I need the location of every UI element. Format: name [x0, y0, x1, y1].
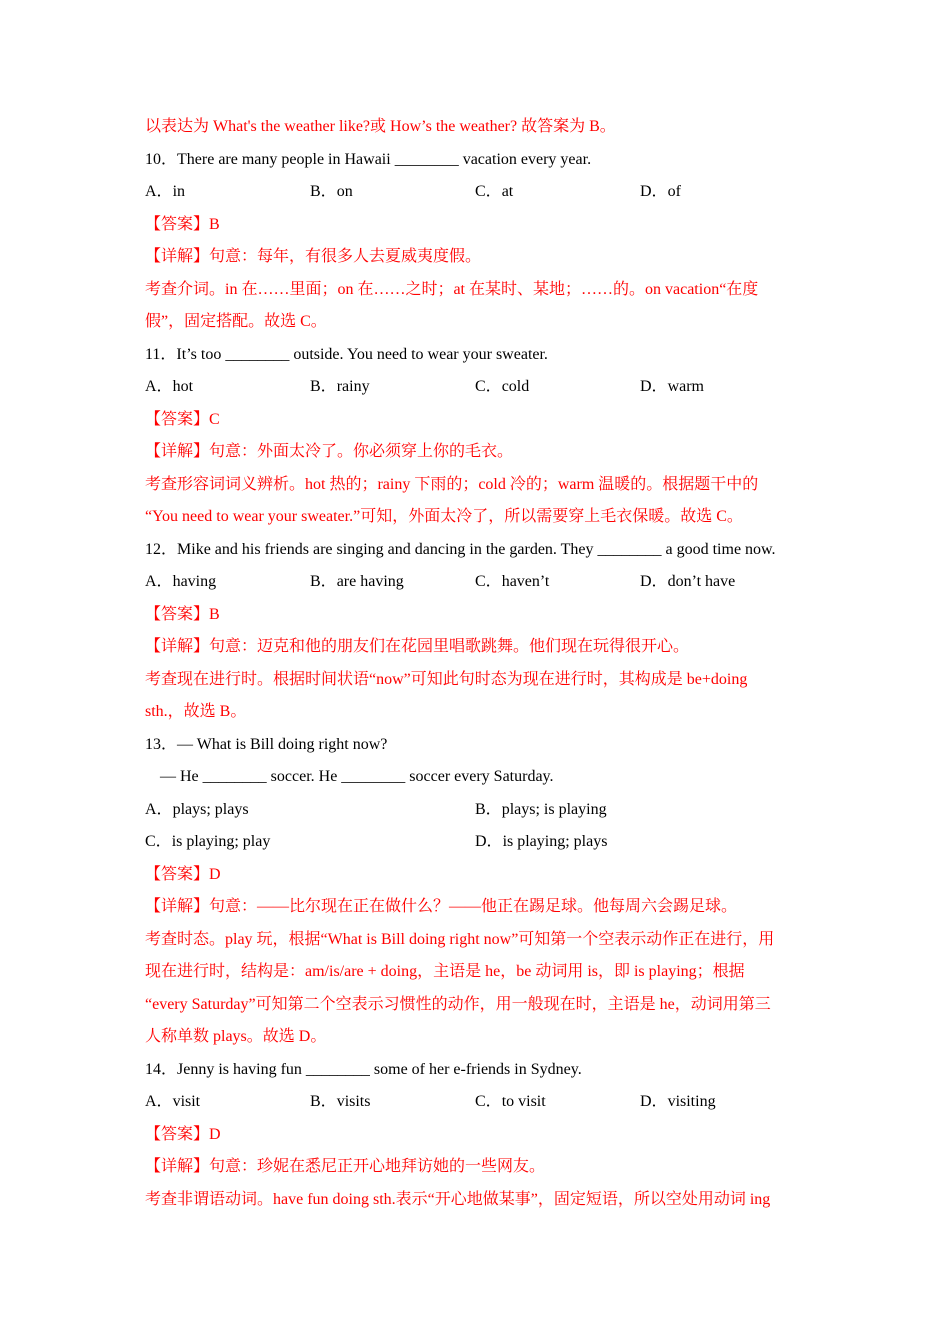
option-a [145, 176, 310, 209]
option-c [475, 566, 640, 599]
explanation-line: sth.，故选 B。 [145, 703, 247, 720]
option-letter: D． [640, 183, 668, 200]
option-text: on [336, 183, 353, 200]
question-stem [145, 534, 845, 567]
options-row [145, 826, 845, 859]
explanation-line: 【详解】句意：——比尔现在正在做什么？——他正在踢足球。他每周六会踢足球。 [145, 898, 738, 915]
question-text: Mike and his friends are singing and dancing in the garden. They ________ a good time now. [177, 540, 776, 558]
question-12 [145, 534, 845, 729]
option-b [310, 1086, 475, 1119]
question-number: 13． [145, 735, 178, 753]
answer-line: 【答案】C [145, 410, 220, 428]
option-text: hot [172, 378, 194, 395]
option-text: plays; plays [172, 800, 249, 818]
option-b [310, 566, 475, 599]
option-letter: B． [310, 1093, 337, 1110]
option-text: of [667, 183, 681, 200]
question-stem [145, 339, 845, 372]
option-text: is playing; plays [502, 833, 608, 850]
explanation-line: 现在进行时，结构是：am/is/are + doing，主语是 he，be 动词用 is，即 is playing；根据 [145, 963, 745, 980]
option-letter: A． [145, 800, 173, 818]
option-a [145, 794, 475, 827]
explanation-line: “every Saturday”可知第二个空表示习惯性的动作，用一般现在时，主语是 he，动词用第三 [145, 995, 771, 1013]
option-b [310, 176, 475, 209]
explanation-line: 考查时态。play 玩，根据“What is Bill doing right now”可知第一个空表示动作正在进行，用 [145, 930, 775, 948]
explanation-line: 考查非谓语动词。have fun doing sth.表示“开心地做某事”，固定短语，所以空处用动词 ing [145, 1190, 771, 1208]
explanation-line: 考查介词。in 在……里面；on 在……之时；at 在某时、某地；……的。on vacation“在度 [145, 280, 759, 298]
option-text: visiting [667, 1093, 716, 1110]
option-text: haven’t [501, 573, 550, 590]
option-letter: C． [145, 833, 172, 850]
option-letter: B． [310, 183, 337, 200]
document-page [145, 111, 845, 1216]
option-text: at [501, 183, 514, 200]
option-letter: D． [640, 573, 668, 590]
option-d [640, 176, 805, 209]
option-letter: B． [310, 378, 337, 395]
answer-line: 【答案】D [145, 1125, 221, 1143]
question-13 [145, 729, 845, 1054]
option-text: plays; is playing [501, 800, 607, 818]
question-text: It’s too ________ outside. You need to wear your sweater. [176, 345, 548, 363]
option-letter: C． [475, 1093, 502, 1110]
option-letter: C． [475, 378, 502, 395]
option-d [640, 566, 805, 599]
answer-line: 【答案】B [145, 215, 220, 233]
option-text: in [172, 183, 186, 200]
answer-line: 【答案】D [145, 865, 221, 883]
option-letter: A． [145, 573, 173, 590]
explanation-line: 【详解】句意：每年，有很多人去夏威夷度假。 [145, 248, 482, 265]
question-text: There are many people in Hawaii ________ vacation every year. [177, 150, 592, 168]
options-row [145, 371, 845, 404]
option-text: having [172, 573, 217, 590]
explanation-line: 【详解】句意：迈克和他的朋友们在花园里唱歌跳舞。他们现在玩得很开心。 [145, 638, 690, 655]
option-letter: D． [640, 378, 668, 395]
option-text: visit [172, 1093, 201, 1110]
question-text: — What is Bill doing right now? [177, 735, 388, 753]
option-letter: A． [145, 183, 173, 200]
option-letter: A． [145, 1093, 173, 1110]
option-letter: C． [475, 573, 502, 590]
option-d [475, 826, 805, 859]
option-text: cold [501, 378, 530, 395]
options-row [145, 176, 845, 209]
option-a [145, 1086, 310, 1119]
option-text: visits [336, 1093, 371, 1110]
explanation-line: 考查形容词词义辨析。hot 热的；rainy 下雨的；cold 冷的；warm 温暖的。根据题干中的 [145, 475, 759, 493]
option-b [310, 371, 475, 404]
option-c [475, 371, 640, 404]
question-number: 14． [145, 1060, 178, 1078]
question-stem [145, 144, 845, 177]
option-a [145, 371, 310, 404]
explanation-line: 【详解】句意：外面太冷了。你必须穿上你的毛衣。 [145, 443, 514, 460]
explanation-line: “You need to wear your sweater.”可知，外面太冷了，所以需要穿上毛衣保暖。故选 C。 [145, 508, 743, 525]
question-stem-continuation: — He ________ soccer. He ________ soccer every Saturday. [160, 768, 554, 785]
question-text: Jenny is having fun ________ some of her e-friends in Sydney. [177, 1060, 582, 1078]
option-d [640, 1086, 805, 1119]
explanation-line-continued: 以表达为 What's the weather like?或 How’s the weather? 故答案为 B。 [145, 118, 616, 135]
option-letter: B． [310, 573, 337, 590]
explanation-line: 考查现在进行时。根据时间状语“now”可知此句时态为现在进行时，其构成是 be+doing [145, 670, 748, 688]
question-number: 10． [145, 150, 178, 168]
options-row [145, 1086, 845, 1119]
option-text: don’t have [667, 573, 736, 590]
option-text: are having [336, 573, 404, 590]
option-c [475, 1086, 640, 1119]
question-number: 12． [145, 540, 178, 558]
option-c [475, 176, 640, 209]
options-row [145, 794, 845, 827]
option-letter: C． [475, 183, 502, 200]
option-b [475, 794, 805, 827]
options-row [145, 566, 845, 599]
explanation-line: 人称单数 plays。故选 D。 [145, 1028, 327, 1045]
explanation-line: 假”，固定搭配。故选 C。 [145, 313, 327, 330]
option-a [145, 566, 310, 599]
option-letter: A． [145, 378, 173, 395]
option-c [145, 826, 475, 859]
option-letter: D． [475, 833, 503, 850]
question-number: 11． [145, 345, 177, 363]
option-text: is playing; play [171, 833, 271, 850]
answer-line: 【答案】B [145, 605, 220, 623]
question-10 [145, 144, 845, 339]
option-text: warm [667, 378, 704, 395]
option-letter: D． [640, 1093, 668, 1110]
question-stem [145, 729, 845, 762]
option-text: rainy [336, 378, 370, 395]
option-text: to visit [501, 1093, 546, 1110]
option-d [640, 371, 805, 404]
question-11 [145, 339, 845, 534]
option-letter: B． [475, 800, 502, 818]
explanation-line: 【详解】句意：珍妮在悉尼正开心地拜访她的一些网友。 [145, 1158, 546, 1175]
question-14 [145, 1054, 845, 1217]
question-stem [145, 1054, 845, 1087]
